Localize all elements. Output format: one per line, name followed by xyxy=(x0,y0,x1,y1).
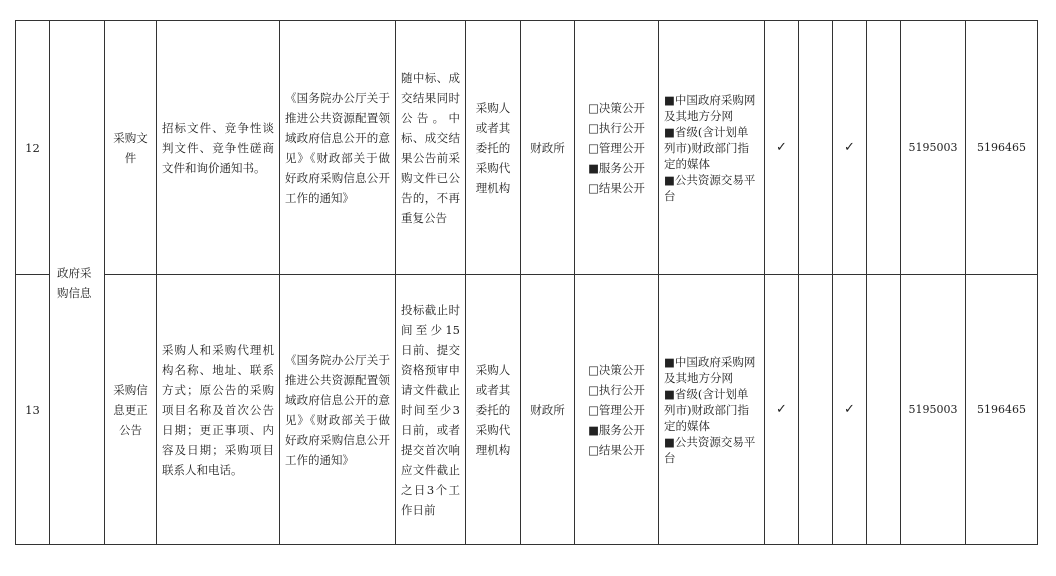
disclosure-type-cell xyxy=(575,275,659,545)
table-row xyxy=(16,21,1038,275)
code-cell: 5196465 xyxy=(966,21,1038,275)
content-cell: 招标文件、竞争性谈判文件、竞争性磋商文件和询价通知书。 xyxy=(157,21,280,275)
channel-option: ■省级(含计划单列市)财政部门指定的媒体 xyxy=(664,386,749,433)
basis-cell: 《国务院办公厅关于推进公共资源配置领域政府信息公开的意见》《财政部关于做好政府采购信息公开工作的通知》 xyxy=(280,275,396,545)
time-limit-cell: 随中标、成交结果同时公告。中标、成交结果公告前采购文件已公告的，不再重复公告 xyxy=(396,21,466,275)
disclosure-option: □管理公开 xyxy=(588,140,645,155)
channel-cell xyxy=(659,275,765,545)
category-cell: 政府采购信息 xyxy=(50,21,105,545)
channel-cell xyxy=(659,21,765,275)
time-limit-cell: 投标截止时间至少15日前、提交资格预审申请文件截止时间至少3日前，或者提交首次响应文件截止之日3个工作日前 xyxy=(396,275,466,545)
disclosure-option: □决策公开 xyxy=(588,362,645,377)
disclosure-option: □执行公开 xyxy=(588,120,645,135)
authority-cell: 财政所 xyxy=(521,21,575,275)
disclosure-table xyxy=(15,20,1038,545)
disclosure-option: ■服务公开 xyxy=(588,160,645,175)
check-mark: ✓ xyxy=(833,275,867,545)
empty-flag-cell xyxy=(799,275,833,545)
basis-cell: 《国务院办公厅关于推进公共资源配置领域政府信息公开的意见》《财政部关于做好政府采购信息公开工作的通知》 xyxy=(280,21,396,275)
channel-option: ■中国政府采购网及其地方分网 xyxy=(664,354,756,385)
check-mark: ✓ xyxy=(833,21,867,275)
table-row xyxy=(16,275,1038,545)
empty-flag-cell xyxy=(867,21,901,275)
channel-option: ■省级(含计划单列市)财政部门指定的媒体 xyxy=(664,124,749,171)
empty-flag-cell xyxy=(867,275,901,545)
disclosure-option: □结果公开 xyxy=(588,180,645,195)
disclosure-option: □管理公开 xyxy=(588,402,645,417)
row-number: 13 xyxy=(16,275,50,545)
code-cell: 5196465 xyxy=(966,275,1038,545)
content-cell: 采购人和采购代理机构名称、地址、联系方式；原公告的采购项目名称及首次公告日期；更正事项、内容及日期；采购项目联系人和电话。 xyxy=(157,275,280,545)
check-mark: ✓ xyxy=(765,21,799,275)
row-number: 12 xyxy=(16,21,50,275)
item-cell: 采购信息更正公告 xyxy=(105,275,157,545)
disclosure-option: □执行公开 xyxy=(588,382,645,397)
code-cell: 5195003 xyxy=(901,21,966,275)
channel-option: ■中国政府采购网及其地方分网 xyxy=(664,92,756,123)
empty-flag-cell xyxy=(799,21,833,275)
disclosure-type-cell xyxy=(575,21,659,275)
subject-cell: 采购人或者其委托的采购代理机构 xyxy=(466,21,521,275)
item-cell: 采购文件 xyxy=(105,21,157,275)
disclosure-option: □结果公开 xyxy=(588,442,645,457)
subject-cell: 采购人或者其委托的采购代理机构 xyxy=(466,275,521,545)
disclosure-option: □决策公开 xyxy=(588,100,645,115)
check-mark: ✓ xyxy=(765,275,799,545)
code-cell: 5195003 xyxy=(901,275,966,545)
authority-cell: 财政所 xyxy=(521,275,575,545)
disclosure-option: ■服务公开 xyxy=(588,422,645,437)
channel-option: ■公共资源交易平台 xyxy=(664,172,756,203)
channel-option: ■公共资源交易平台 xyxy=(664,434,756,465)
